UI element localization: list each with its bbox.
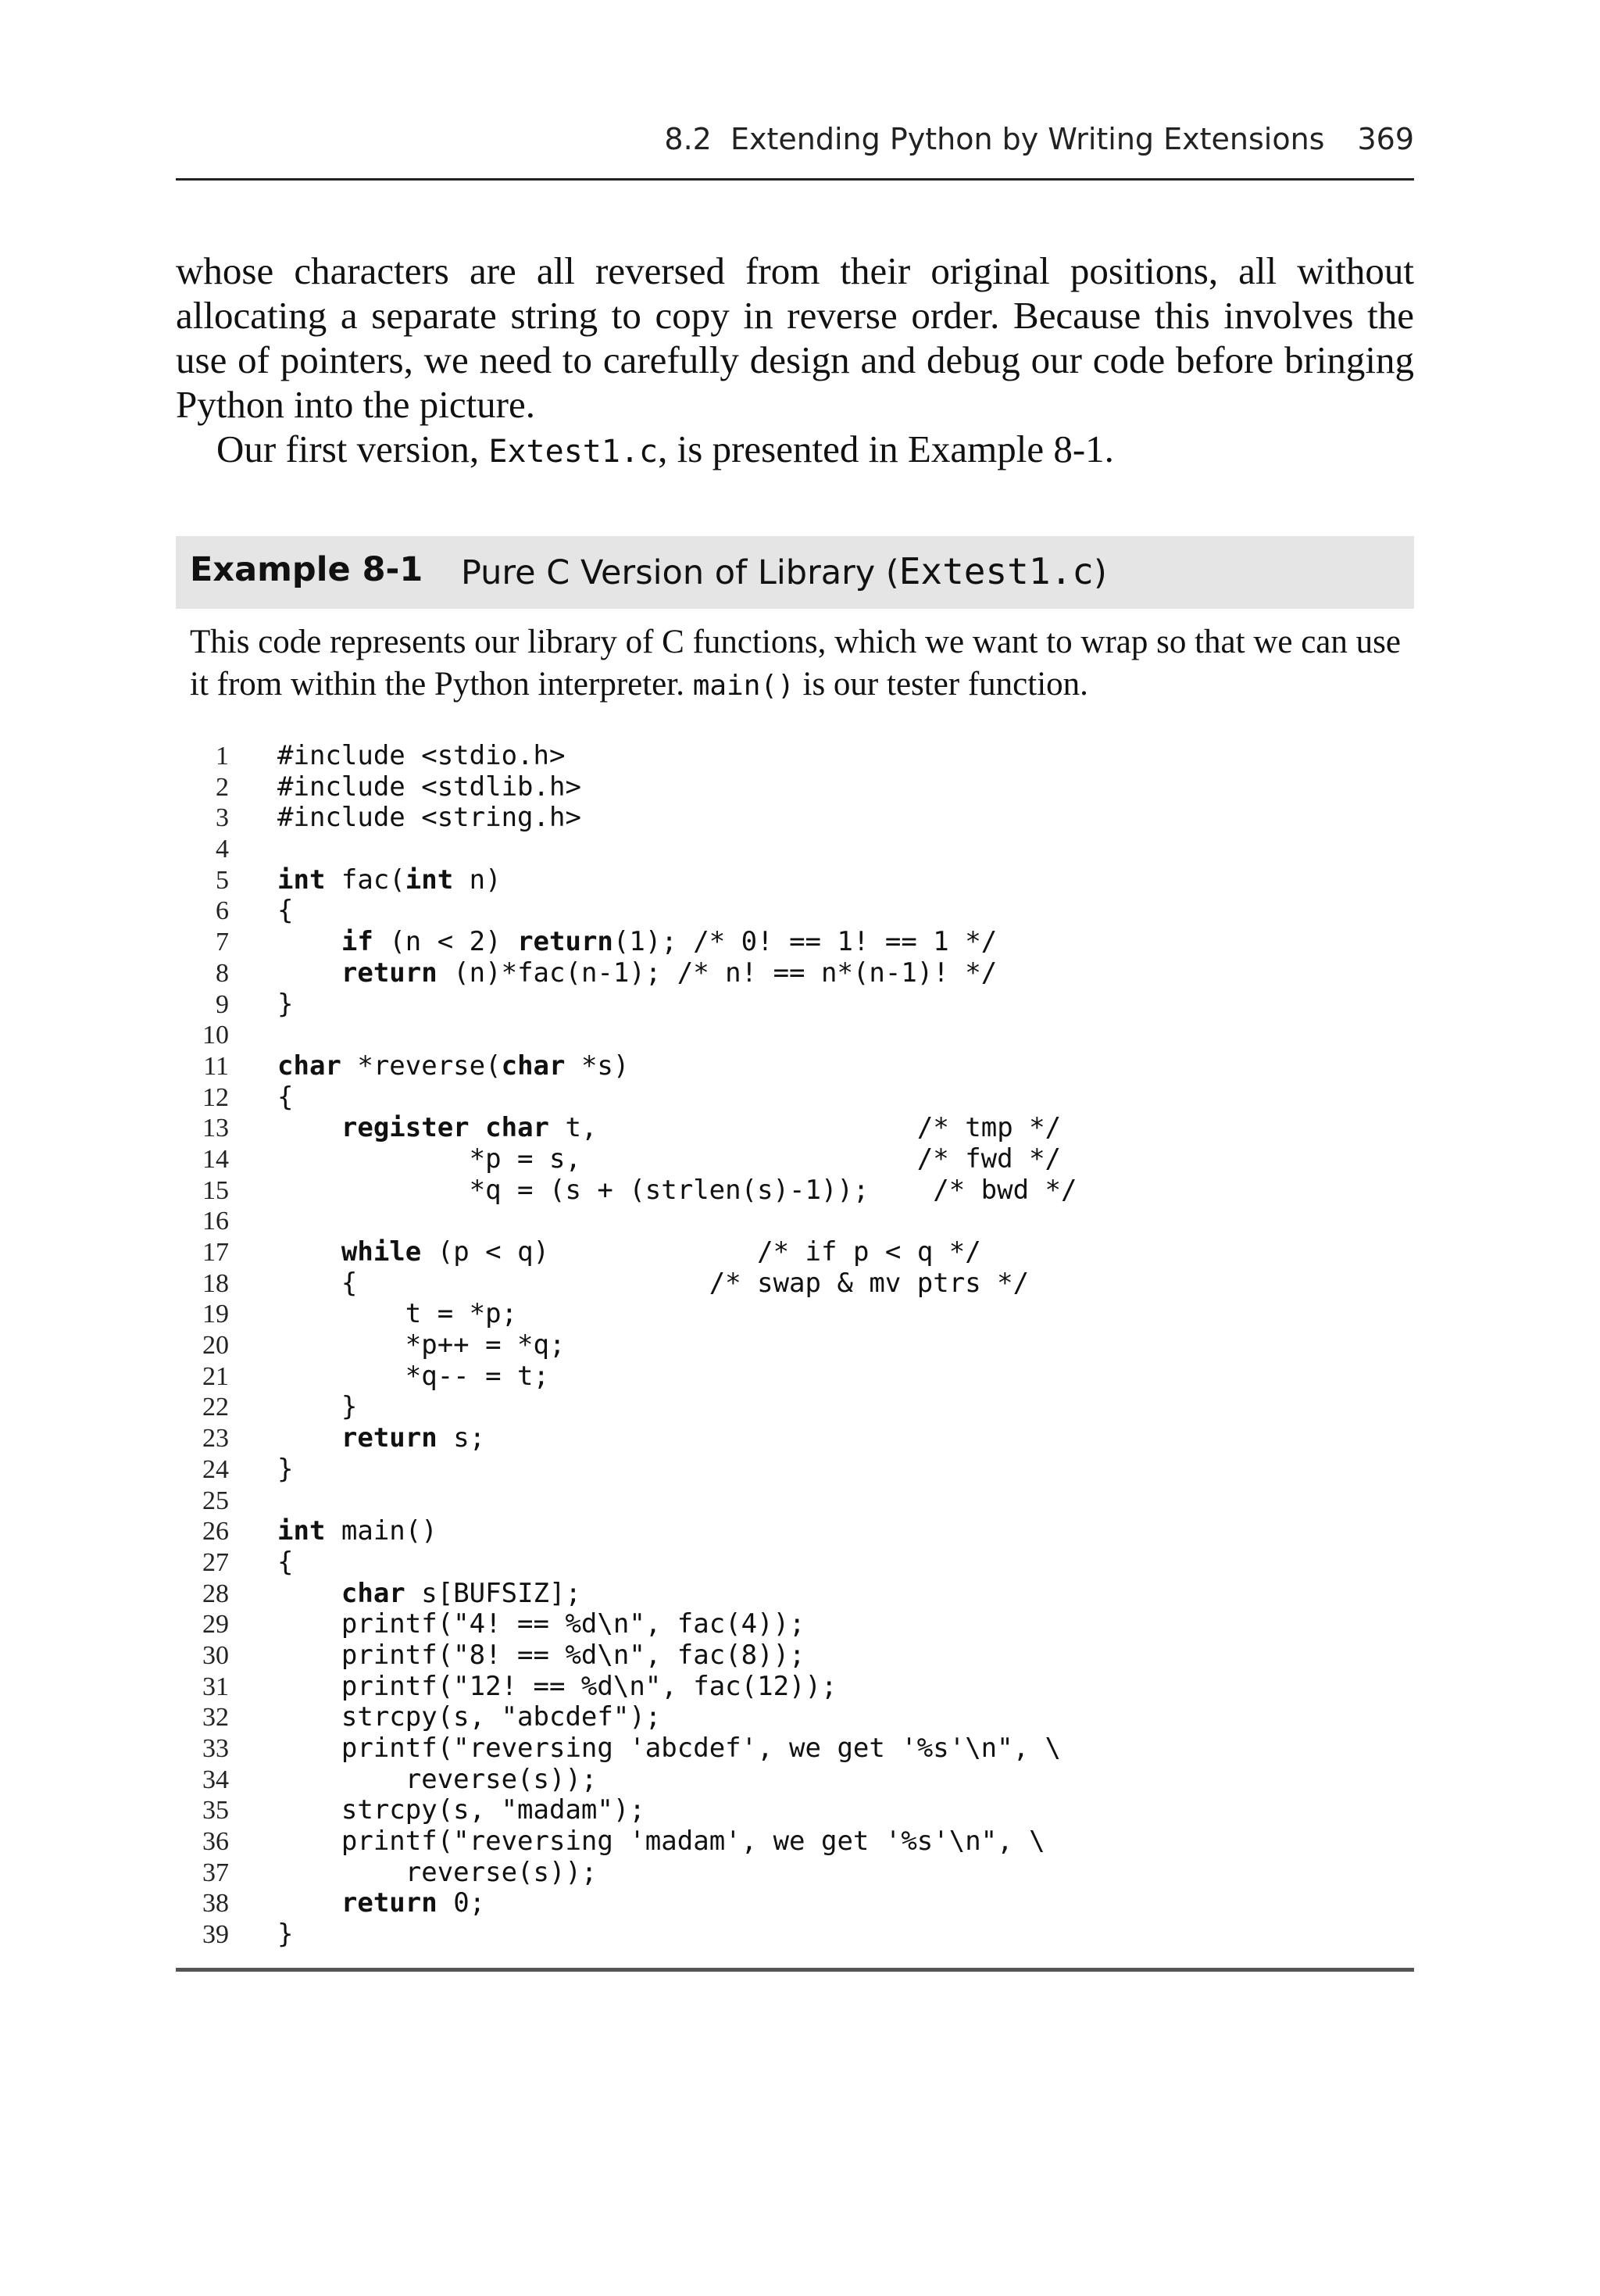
paragraph-2-text-b: , is presented in Example 8-1. — [658, 427, 1114, 470]
running-head-section: 8.2 Extending Python by Writing Extensions — [664, 122, 1325, 156]
code-text: #include <string.h> — [277, 802, 581, 834]
code-line — [176, 1268, 1414, 1300]
code-text: *p = s, /* fwd */ — [277, 1143, 1062, 1175]
code-line — [176, 1702, 1414, 1733]
line-number: 2 — [216, 772, 229, 802]
code-line — [176, 1888, 1414, 1919]
code-text: printf("reversing 'madam', we get '%s'\n", \ — [277, 1826, 1045, 1858]
code-line — [176, 1175, 1414, 1207]
line-number: 20 — [202, 1331, 229, 1361]
code-text: return 0; — [341, 1887, 486, 1919]
code-line — [176, 1082, 1414, 1114]
code-text: } — [277, 1391, 358, 1423]
line-number: 9 — [216, 989, 229, 1019]
code-line — [176, 1051, 1414, 1082]
code-line — [176, 1392, 1414, 1423]
line-number: 27 — [202, 1547, 229, 1577]
line-number: 33 — [202, 1734, 229, 1763]
line-number: 10 — [202, 1021, 229, 1050]
code-line — [176, 1609, 1414, 1640]
example-bottom-rule — [176, 1968, 1414, 1972]
line-number: 26 — [202, 1517, 229, 1547]
code-text: } — [277, 1919, 294, 1951]
code-text: #include <stdlib.h> — [277, 771, 581, 803]
example-description — [190, 621, 1409, 707]
paragraph-2-text-a: Our first version, — [216, 427, 489, 470]
code-line — [176, 1516, 1414, 1547]
code-text: return (n)*fac(n-1); /* n! == n*(n-1)! */ — [341, 957, 998, 989]
line-number: 15 — [202, 1175, 229, 1205]
line-number: 16 — [202, 1207, 229, 1236]
code-text: *p++ = *q; — [277, 1329, 566, 1361]
code-line — [176, 1765, 1414, 1796]
code-line — [176, 1330, 1414, 1361]
code-text: return s; — [341, 1422, 486, 1454]
body-paragraph-1: whose characters are all reversed from their original positions, all without allocating a separate string to copy in reverse order. Because this involves the use of pointers, we need to carefully design and debug our code before bringing Python into the picture. — [176, 249, 1414, 426]
code-line — [176, 989, 1414, 1021]
code-text: register char t, /* tmp */ — [341, 1112, 1062, 1144]
line-number: 17 — [202, 1238, 229, 1267]
line-number: 29 — [202, 1610, 229, 1640]
code-text: { — [277, 1081, 294, 1113]
code-text: { — [277, 895, 294, 927]
page-number: 369 — [1357, 122, 1414, 156]
code-text: #include <stdio.h> — [277, 740, 566, 771]
code-line — [176, 1795, 1414, 1826]
code-text: *q-- = t; — [277, 1360, 549, 1392]
code-text: reverse(s)); — [277, 1856, 598, 1888]
example-title-close: ) — [1093, 553, 1107, 592]
line-number: 5 — [216, 865, 229, 895]
code-text: printf("12! == %d\n", fac(12)); — [277, 1670, 838, 1702]
code-line — [176, 1672, 1414, 1703]
code-line — [176, 1206, 1414, 1237]
line-number: 11 — [203, 1051, 229, 1081]
code-line — [176, 1579, 1414, 1610]
example-description-text-a: This code represents our library of C functions, which we want to wrap so that we can use it from within the Python interpreter. — [190, 624, 1409, 703]
code-text: char s[BUFSIZ]; — [341, 1577, 581, 1609]
line-number: 8 — [216, 958, 229, 988]
code-listing — [176, 741, 1414, 1951]
code-text: strcpy(s, "madam"); — [277, 1794, 645, 1826]
example-title-filename: Extest1.c — [898, 550, 1094, 592]
line-number: 24 — [202, 1454, 229, 1484]
example-header — [176, 536, 1414, 609]
line-number: 3 — [216, 803, 229, 833]
code-text: strcpy(s, "abcdef"); — [277, 1701, 662, 1733]
code-text: } — [277, 988, 294, 1020]
example-description-text-b: is our tester function. — [794, 666, 1088, 703]
code-line — [176, 896, 1414, 927]
code-line — [176, 1547, 1414, 1579]
line-number: 39 — [202, 1920, 229, 1950]
code-text: *q = (s + (strlen(s)-1)); /* bwd */ — [277, 1174, 1077, 1206]
line-number: 31 — [202, 1672, 229, 1701]
code-line — [176, 1361, 1414, 1393]
code-line — [176, 1020, 1414, 1051]
example-label: Example 8-1 — [190, 550, 423, 589]
running-head — [176, 122, 1414, 156]
line-number: 23 — [202, 1424, 229, 1454]
line-number: 32 — [202, 1703, 229, 1733]
code-line — [176, 1919, 1414, 1951]
code-line — [176, 1486, 1414, 1517]
code-text: reverse(s)); — [277, 1763, 598, 1795]
line-number: 37 — [202, 1858, 229, 1887]
line-number: 30 — [202, 1640, 229, 1670]
code-text: printf("4! == %d\n", fac(4)); — [277, 1608, 805, 1640]
code-text: int main() — [277, 1515, 438, 1547]
code-text: { — [277, 1546, 294, 1578]
line-number: 21 — [202, 1361, 229, 1391]
code-line — [176, 1858, 1414, 1889]
code-text: if (n < 2) return(1); /* 0! == 1! == 1 */ — [341, 926, 998, 958]
line-number: 38 — [202, 1889, 229, 1919]
code-line — [176, 1423, 1414, 1454]
example-title-text: Pure C Version of Library ( — [461, 553, 899, 592]
line-number: 19 — [202, 1300, 229, 1329]
code-line — [176, 803, 1414, 834]
code-line — [176, 927, 1414, 958]
line-number: 25 — [202, 1486, 229, 1515]
code-line — [176, 1733, 1414, 1765]
line-number: 14 — [202, 1144, 229, 1174]
body-paragraph-2 — [176, 427, 1414, 474]
code-text: printf("reversing 'abcdef', we get '%s'\n", \ — [277, 1733, 1062, 1764]
line-number: 18 — [202, 1268, 229, 1298]
line-number: 1 — [216, 742, 229, 771]
paragraph-2-filename: Extest1.c — [488, 434, 659, 470]
code-line — [176, 1826, 1414, 1858]
line-number: 36 — [202, 1827, 229, 1857]
line-number: 4 — [216, 835, 229, 864]
line-number: 6 — [216, 896, 229, 926]
code-line — [176, 1299, 1414, 1330]
code-line — [176, 772, 1414, 803]
line-number: 22 — [202, 1393, 229, 1422]
line-number: 7 — [216, 928, 229, 957]
example-title — [461, 550, 1107, 592]
code-line — [176, 834, 1414, 865]
code-text: while (p < q) /* if p < q */ — [341, 1236, 981, 1268]
code-line — [176, 1237, 1414, 1268]
line-number: 13 — [202, 1114, 229, 1143]
code-text: { /* swap & mv ptrs */ — [277, 1267, 1030, 1299]
code-text: } — [277, 1453, 294, 1485]
code-text: char *reverse(char *s) — [277, 1050, 630, 1082]
code-text: printf("8! == %d\n", fac(8)); — [277, 1639, 805, 1671]
code-line — [176, 1640, 1414, 1672]
code-text: t = *p; — [277, 1298, 518, 1330]
line-number: 12 — [202, 1082, 229, 1112]
line-number: 35 — [202, 1796, 229, 1826]
code-line — [176, 865, 1414, 896]
line-number: 34 — [202, 1765, 229, 1794]
code-text: int fac(int n) — [277, 864, 502, 896]
header-rule — [176, 178, 1414, 181]
code-line — [176, 958, 1414, 989]
code-line — [176, 1454, 1414, 1486]
code-line — [176, 1144, 1414, 1175]
example-description-code: main() — [692, 670, 795, 702]
line-number: 28 — [202, 1579, 229, 1608]
code-line — [176, 1113, 1414, 1144]
code-line — [176, 741, 1414, 772]
